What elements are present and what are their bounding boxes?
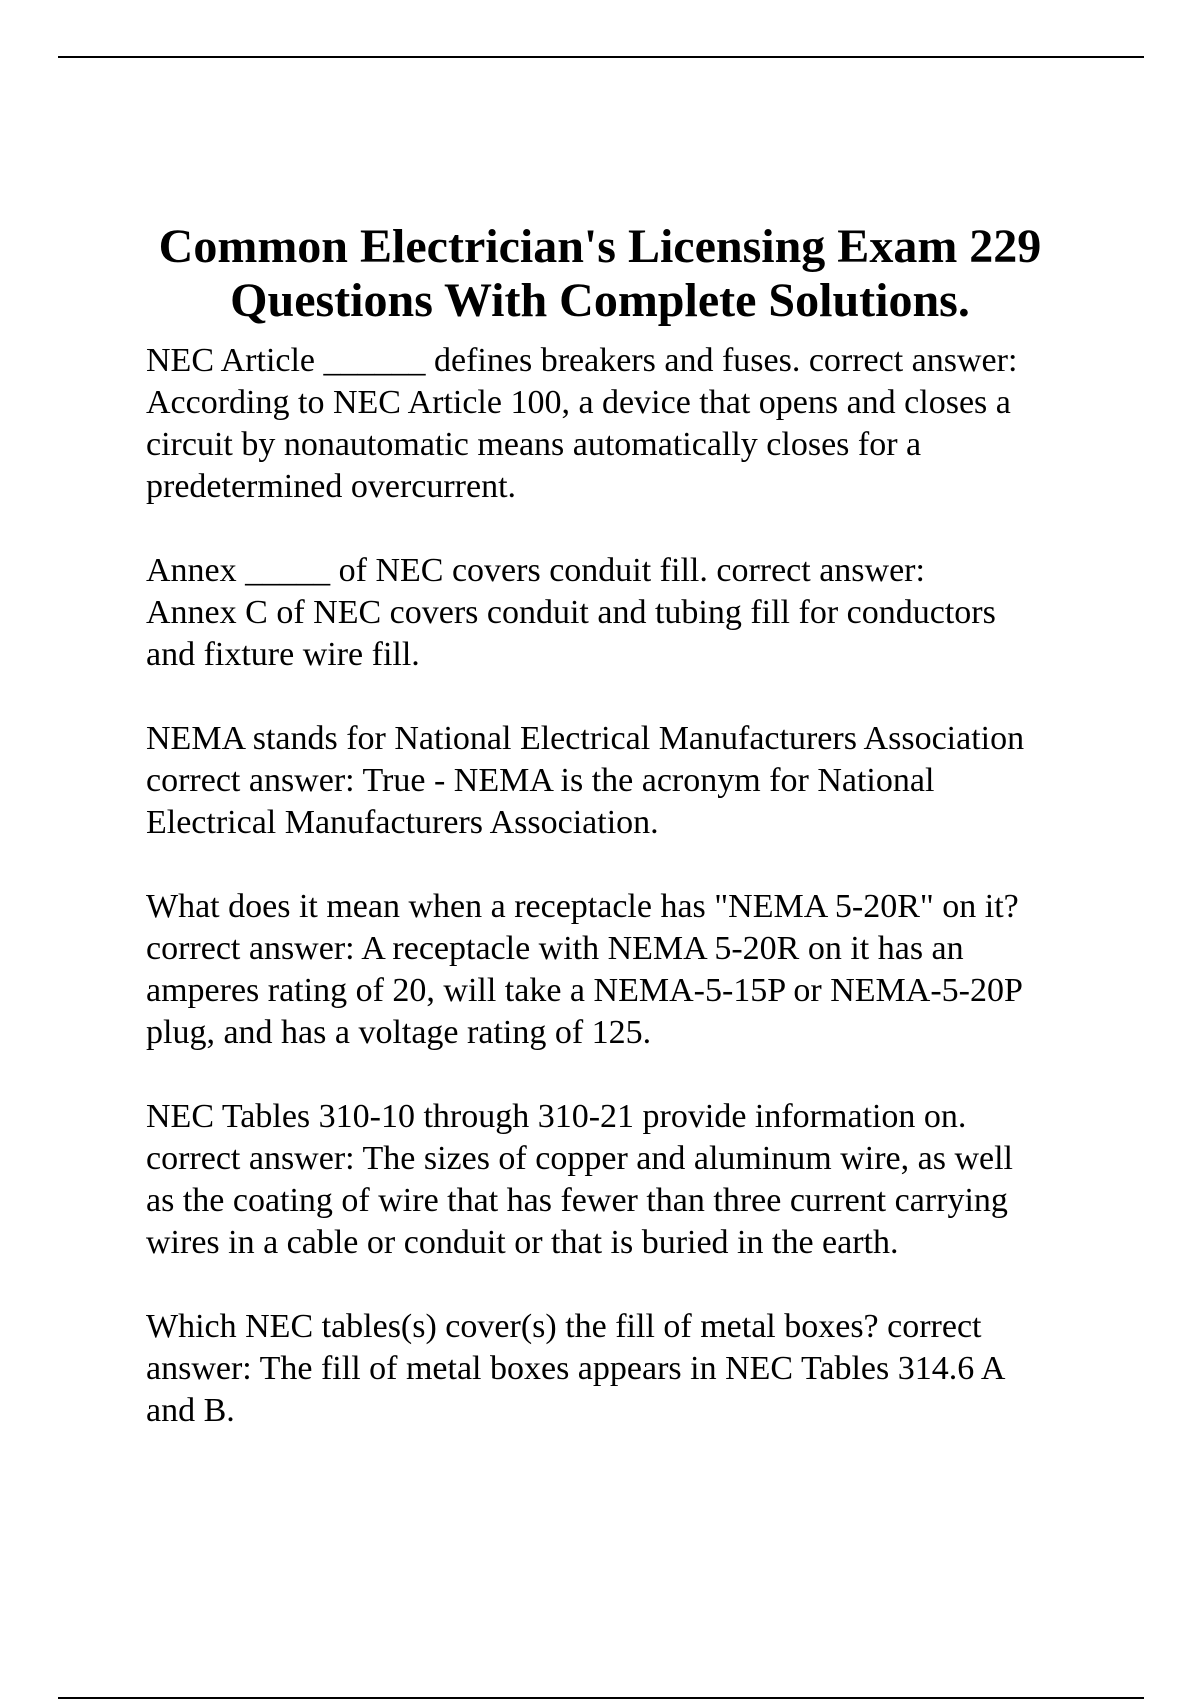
qa-entry-nec-tables-310 bbox=[146, 1096, 1146, 1264]
qa-line: correct answer: The sizes of copper and aluminum wire, as well bbox=[146, 1140, 1013, 1177]
qa-line: and B. bbox=[146, 1392, 235, 1429]
qa-entry-breakers-fuses bbox=[146, 340, 1146, 508]
qa-line: and fixture wire fill. bbox=[146, 636, 420, 673]
page-title bbox=[100, 220, 1100, 328]
title-line-2: Questions With Complete Solutions. bbox=[230, 274, 970, 328]
qa-line: plug, and has a voltage rating of 125. bbox=[146, 1014, 652, 1051]
qa-entry-nema-receptacle bbox=[146, 886, 1146, 1054]
qa-line: Annex _____ of NEC covers conduit fill. correct answer: bbox=[146, 552, 925, 589]
qa-line: Which NEC tables(s) cover(s) the fill of metal boxes? correct bbox=[146, 1308, 982, 1345]
qa-line: predetermined overcurrent. bbox=[146, 468, 517, 505]
qa-list bbox=[146, 340, 1146, 1474]
qa-entry-conduit-fill bbox=[146, 550, 1146, 676]
qa-entry-metal-boxes bbox=[146, 1306, 1146, 1432]
qa-line: Electrical Manufacturers Association. bbox=[146, 804, 659, 841]
qa-line: According to NEC Article 100, a device that opens and closes a bbox=[146, 384, 1011, 421]
qa-line: wires in a cable or conduit or that is buried in the earth. bbox=[146, 1224, 899, 1261]
qa-line: amperes rating of 20, will take a NEMA-5-15P or NEMA-5-20P bbox=[146, 972, 1023, 1009]
qa-entry-nema-acronym bbox=[146, 718, 1146, 844]
qa-line: correct answer: True - NEMA is the acronym for National bbox=[146, 762, 935, 799]
qa-line: NEMA stands for National Electrical Manufacturers Association bbox=[146, 720, 1025, 757]
qa-line: NEC Article ______ defines breakers and fuses. correct answer: bbox=[146, 342, 1018, 379]
qa-line: correct answer: A receptacle with NEMA 5-20R on it has an bbox=[146, 930, 964, 967]
qa-line: answer: The fill of metal boxes appears in NEC Tables 314.6 A bbox=[146, 1350, 1006, 1387]
qa-line: circuit by nonautomatic means automatically closes for a bbox=[146, 426, 922, 463]
qa-line: What does it mean when a receptacle has "NEMA 5-20R" on it? bbox=[146, 888, 1019, 925]
qa-line: as the coating of wire that has fewer than three current carrying bbox=[146, 1182, 1008, 1219]
bottom-divider bbox=[58, 1697, 1144, 1699]
top-divider bbox=[58, 56, 1144, 58]
title-line-1: Common Electrician's Licensing Exam 229 bbox=[158, 220, 1042, 274]
qa-line: NEC Tables 310-10 through 310-21 provide information on. bbox=[146, 1098, 967, 1135]
qa-line: Annex C of NEC covers conduit and tubing fill for conductors bbox=[146, 594, 996, 631]
